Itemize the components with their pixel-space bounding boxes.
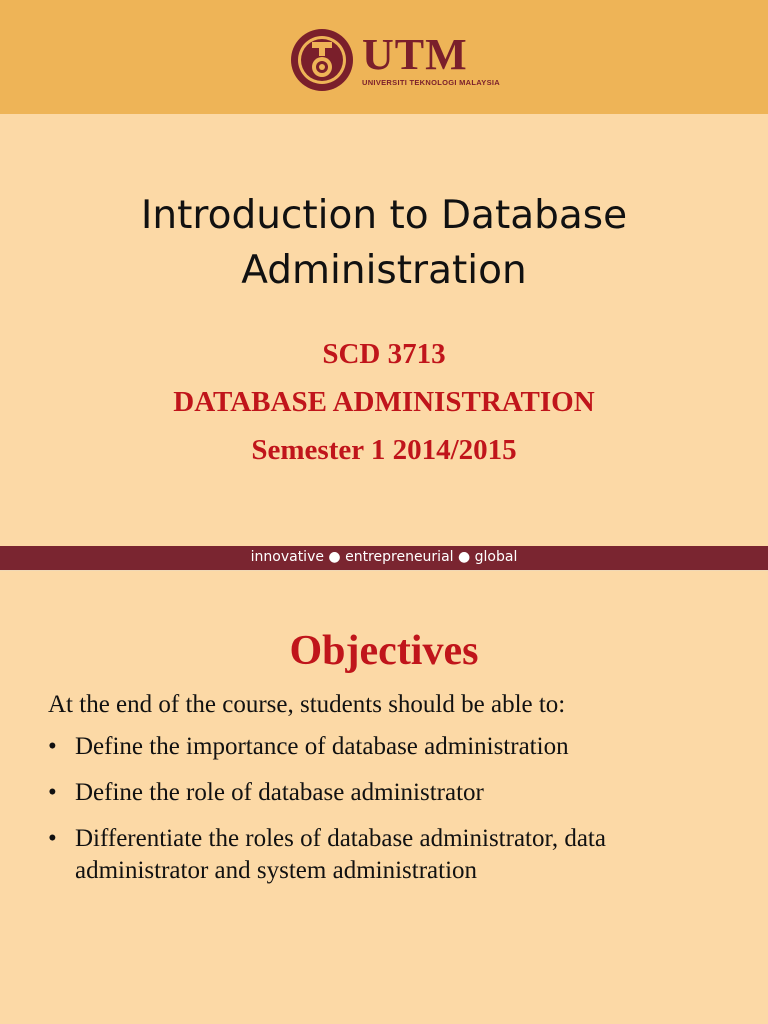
bullet-icon: • bbox=[48, 733, 57, 760]
objectives-intro: At the end of the course, students should be able to: bbox=[48, 691, 566, 718]
logo-subtitle: UNIVERSITI TEKNOLOGI MALAYSIA bbox=[362, 78, 501, 87]
slide-objectives bbox=[0, 576, 768, 1024]
course-name: DATABASE ADMINISTRATION bbox=[173, 386, 595, 418]
objective-text: Define the role of database administrator bbox=[75, 779, 484, 806]
header-band bbox=[0, 0, 768, 114]
title-line: Administration bbox=[241, 248, 527, 293]
objectives-title: Objectives bbox=[289, 628, 479, 674]
course-semester: Semester 1 2014/2015 bbox=[251, 434, 517, 466]
bullet-icon: • bbox=[48, 779, 57, 806]
slide-title-heading bbox=[0, 188, 768, 298]
course-code: SCD 3713 bbox=[322, 338, 446, 370]
utm-logo bbox=[290, 28, 501, 92]
objective-text: Differentiate the roles of database administrator, data administrator and system administration bbox=[75, 825, 606, 884]
objective-text: Define the importance of database administration bbox=[75, 733, 569, 760]
course-info bbox=[0, 330, 768, 474]
utm-seal-icon bbox=[290, 28, 354, 92]
list-item bbox=[48, 823, 728, 887]
objectives-list bbox=[48, 731, 728, 901]
title-line: Introduction to Database bbox=[140, 193, 628, 238]
tagline-band: innovative ● entrepreneurial ● global bbox=[0, 546, 768, 571]
list-item bbox=[48, 731, 728, 763]
bullet-icon: • bbox=[48, 825, 57, 852]
list-item bbox=[48, 777, 728, 809]
logo-wordmark: UTM bbox=[362, 30, 468, 79]
